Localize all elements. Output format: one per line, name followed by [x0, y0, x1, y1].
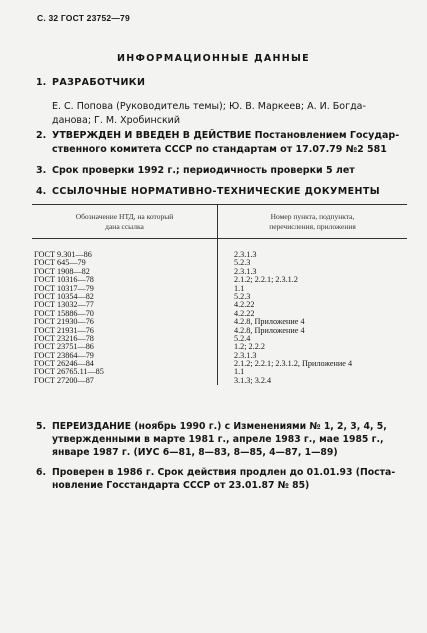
section-1-heading: РАЗРАБОТЧИКИ: [52, 77, 146, 88]
table-cell-standard: ГОСТ 645—79: [34, 258, 86, 268]
section-2-number: 2.: [36, 130, 47, 141]
table-body: [32, 251, 407, 385]
table-column-divider: [217, 239, 218, 385]
page-title: ИНФОРМАЦИОННЫЕ ДАННЫЕ: [117, 53, 310, 64]
table-row: [32, 377, 407, 385]
section-4-heading: ССЫЛОЧНЫЕ НОРМАТИВНО-ТЕХНИЧЕСКИЕ ДОКУМЕНТЫ: [52, 186, 380, 197]
table-cell-clause: 4.2.22: [234, 300, 255, 310]
table-cell-clause: 3.1.3; 3.2.4: [234, 375, 272, 385]
table-header-col-1: Обозначение НТД, на который дана ссылка: [32, 205, 218, 238]
section-2: [36, 129, 403, 157]
section-1: [36, 76, 403, 128]
section-5-number: 5.: [36, 421, 47, 432]
table-cell-clause: 5.2.3: [234, 291, 251, 301]
section-2-line-1: УТВЕРЖДЕН И ВВЕДЕН В ДЕЙСТВИЕ Постановлением Государ-: [52, 130, 400, 141]
section-4-number: 4.: [36, 186, 47, 197]
section-2-line-2: ственного комитета СССР по стандартам от 17.07.79 №2 581: [52, 144, 387, 155]
table-cell-standard: ГОСТ 10316—78: [34, 275, 94, 285]
section-5-line-3: январе 1987 г. (ИУС 6—81, 8—83, 8—85, 4—87, 1—89): [52, 447, 338, 458]
table-cell-clause: 4.2.22: [234, 308, 255, 318]
table-cell-clause: 2.3.1.3: [234, 266, 257, 276]
table-header: [32, 204, 407, 239]
table-cell-standard: ГОСТ 23216—78: [34, 333, 94, 343]
table-cell-standard: ГОСТ 15886—70: [34, 308, 94, 318]
table-cell-standard: ГОСТ 9.301—86: [34, 250, 92, 259]
table-cell-standard: ГОСТ 23864—79: [34, 350, 94, 360]
section-1-line-2: данова; Г. М. Хробинский: [52, 115, 181, 126]
table-cell-clause: 4.2.8, Приложение 4: [234, 317, 305, 327]
section-6-number: 6.: [36, 467, 47, 478]
section-1-number: 1.: [36, 77, 47, 88]
page-header: С. 32 ГОСТ 23752—79: [37, 13, 130, 23]
section-6: [36, 466, 407, 492]
section-3-text: Срок проверки 1992 г.; периодичность проверки 5 лет: [52, 165, 355, 176]
table-row: [32, 251, 407, 259]
section-5-line-2: утвержденными в марте 1981 г., апреле 1983 г., мае 1985 г.,: [52, 434, 384, 445]
table-cell-standard: ГОСТ 10354—82: [34, 291, 94, 301]
section-3: [36, 164, 403, 178]
table-cell-standard: ГОСТ 10317—79: [34, 283, 94, 293]
table-cell-standard: ГОСТ 26765.11—85: [34, 367, 104, 377]
section-6-line-2: новление Госстандарта СССР от 23.01.87 № 85): [52, 480, 310, 491]
table-header-col-2: Номер пункта, подпункта, перечисления, приложения: [269, 211, 356, 231]
table-cell-clause: 4.2.8, Приложение 4: [234, 325, 305, 335]
section-5-line-1: ПЕРЕИЗДАНИЕ (ноябрь 1990 г.) с Изменениями № 1, 2, 3, 4, 5,: [52, 421, 387, 432]
table-cell-clause: 1.1: [234, 283, 245, 293]
table-cell-standard: ГОСТ 23751—86: [34, 342, 94, 352]
table-cell-standard: ГОСТ 21931—76: [34, 325, 94, 335]
table-cell-clause: 2.1.2; 2.2.1; 2.3.1.2: [234, 275, 298, 285]
table-cell-standard: ГОСТ 21930—76: [34, 317, 94, 327]
table-cell-standard: ГОСТ 13032—77: [34, 300, 94, 310]
table-cell-standard: ГОСТ 26246—84: [34, 359, 94, 369]
section-3-number: 3.: [36, 165, 47, 176]
table-cell-clause: 5.2.3: [234, 258, 251, 268]
table-cell-clause: 2.1.2; 2.2.1; 2.3.1.2, Приложение 4: [234, 359, 353, 369]
table-cell-clause: 1.1: [234, 367, 245, 377]
references-table: [32, 204, 407, 385]
section-5: [36, 420, 407, 459]
table-cell-clause: 2.3.1.3: [234, 250, 257, 259]
table-cell-clause: 1.2; 2.2.2: [234, 342, 265, 352]
section-6-line-1: Проверен в 1986 г. Срок действия продлен до 01.01.93 (Поста-: [52, 467, 396, 478]
table-cell-standard: ГОСТ 27200—87: [34, 375, 94, 385]
table-cell-standard: ГОСТ 1908—82: [34, 266, 90, 276]
table-cell-clause: 2.3.1.3: [234, 350, 257, 360]
section-1-line-1: Е. С. Попова (Руководитель темы); Ю. В. Маркеев; А. И. Богда-: [52, 101, 366, 112]
table-cell-clause: 5.2.4: [234, 333, 251, 343]
section-4: [36, 185, 403, 199]
